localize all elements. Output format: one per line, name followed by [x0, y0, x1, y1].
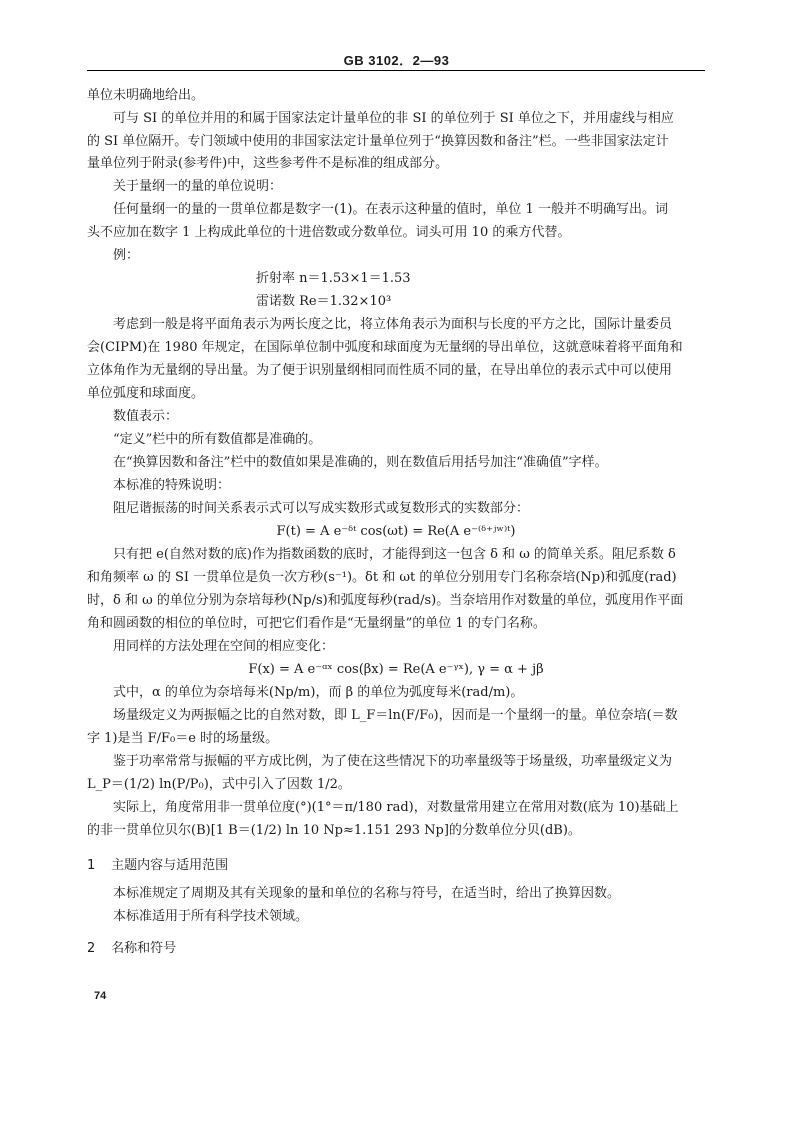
section-title: 名称和符号: [111, 941, 177, 956]
paragraph-line: 关于量纲一的量的单位说明：: [113, 179, 283, 194]
paragraph-line: 本标准规定了周期及其有关现象的量和单位的名称与符号，在适当时，给出了换算因数。: [113, 886, 621, 901]
paragraph-line: 本标准适用于所有科学技术领域。: [113, 909, 309, 924]
paragraph-line: 用同样的方法处理在空间的相应变化：: [113, 639, 335, 654]
paragraph-line: 在“换算因数和备注”栏中的数值如果是准确的，则在数值后用括号加注“准确值”字样。: [113, 455, 608, 470]
paragraph-line: 和角频率 ω 的 SI 一贯单位是负一次方秒(s⁻¹)。δt 和 ωt 的单位分别用专门名称奈培(Np)和弧度(rad): [87, 570, 677, 585]
paragraph-line: 会(CIPM)在 1980 年规定，在国际单位制中弧度和球面度为无量纲的导出单位，这就意味着将平面角和: [87, 340, 683, 355]
paragraph-line: 头不应加在数字 1 上构成此单位的十进倍数或分数单位。词头可用 10 的乘方代替。: [87, 225, 571, 240]
section-number: 2: [87, 941, 96, 956]
section-number: 1: [87, 858, 96, 873]
paragraph-line: 本标准的特殊说明：: [113, 478, 231, 493]
paragraph-line: 量单位列于附录(参考件)中，这些参考件不是标准的组成部分。: [87, 156, 449, 171]
paragraph-line: 时，δ 和 ω 的单位分别为奈培每秒(Np/s)和弧度每秒(rad/s)。当奈培用作对数量的单位，弧度用作平面: [87, 593, 684, 608]
paragraph-line: 字 1)是当 F/F₀＝e 时的场量级。: [87, 731, 279, 746]
paragraph-line: 单位未明确地给出。: [87, 88, 205, 103]
example-refractive-index: 折射率 n＝1.53×1＝1.53: [256, 271, 411, 286]
paragraph-line: 式中，α 的单位为奈培每米(Np/m)，而 β 的单位为弧度每米(rad/m)。: [113, 685, 524, 700]
paragraph-line: 立体角作为无量纲的导出量。为了便于识别量纲相同而性质不同的量，在导出单位的表示式中可以使用: [87, 363, 673, 378]
paragraph-line: 只有把 e(自然对数的底)作为指数函数的底时，才能得到这一包含 δ 和 ω 的简单关系。阻尼系数 δ: [113, 547, 676, 562]
paragraph-line: 数值表示：: [113, 409, 179, 424]
paragraph-line: 可与 SI 的单位并用的和属于国家法定计量单位的非 SI 的单位列于 SI 单位之下，并用虚线与相应: [113, 111, 674, 126]
paragraph-line: 鉴于功率常常与振幅的平方成比例，为了使在这些情况下的功率量级等于场量级，功率量级定义为: [113, 754, 673, 769]
paragraph-line: 场量级定义为两振幅之比的自然对数，即 L_F＝ln(F/F₀)，因而是一个量纲一的量。单位奈培(＝数: [113, 708, 678, 723]
header-rule: [87, 70, 705, 71]
paragraph-line: 实际上，角度常用非一贯单位度(°)(1°＝π/180 rad)，对数量常用建立在常用对数(底为 10)基础上: [113, 800, 679, 815]
example-label: 例：: [113, 248, 140, 263]
formula-time-damping: F(t) = A e⁻ᵟᵗ cos(ωt) = Re(A e⁻⁽ᵟ⁺ʲʷ⁾ᵗ): [276, 524, 516, 539]
section-title: 主题内容与适用范围: [111, 858, 229, 873]
paragraph-line: 考虑到一般是将平面角表示为两长度之比，将立体角表示为面积与长度的平方之比，国际计量委员: [113, 317, 673, 332]
formula-space-variation: F(x) = A e⁻ᵅˣ cos(βx) = Re(A e⁻ᵞˣ), γ = α + jβ: [248, 662, 544, 677]
paragraph-line: L_P＝(1/2) ln(P/P₀)，式中引入了因数 1/2。: [87, 777, 351, 792]
section-heading-1: [87, 857, 705, 875]
paragraph-line: 单位弧度和球面度。: [87, 386, 205, 401]
paragraph-line: 角和圆函数的相位的单位时，可把它们看作是“无量纲量”的单位 1 的专门名称。: [87, 616, 546, 631]
page-header-standard-number: GB 3102．2—93: [343, 53, 450, 68]
paragraph-line: 的非一贯单位贝尔(B)[1 B＝(1/2) ln 10 Np≈1.151 293 Np]的分数单位分贝(dB)。: [87, 823, 581, 838]
paragraph-line: 阻尼谐振荡的时间关系表示式可以写成实数形式或复数形式的实数部分：: [113, 501, 530, 516]
section-heading-2: [87, 940, 705, 958]
paragraph-line: “定义”栏中的所有数值都是准确的。: [113, 432, 322, 447]
example-reynolds-number: 雷诺数 Re＝1.32×10³: [256, 294, 392, 309]
paragraph-line: 任何量纲一的量的一贯单位都是数字一(1)。在表示这种量的值时，单位 1 一般并不明确写出。词: [113, 202, 668, 217]
paragraph-line: 的 SI 单位隔开。专门领域中使用的非国家法定计量单位列于“换算因数和备注”栏。一些非国家法定计: [87, 134, 669, 149]
page-number: 74: [94, 990, 107, 1002]
